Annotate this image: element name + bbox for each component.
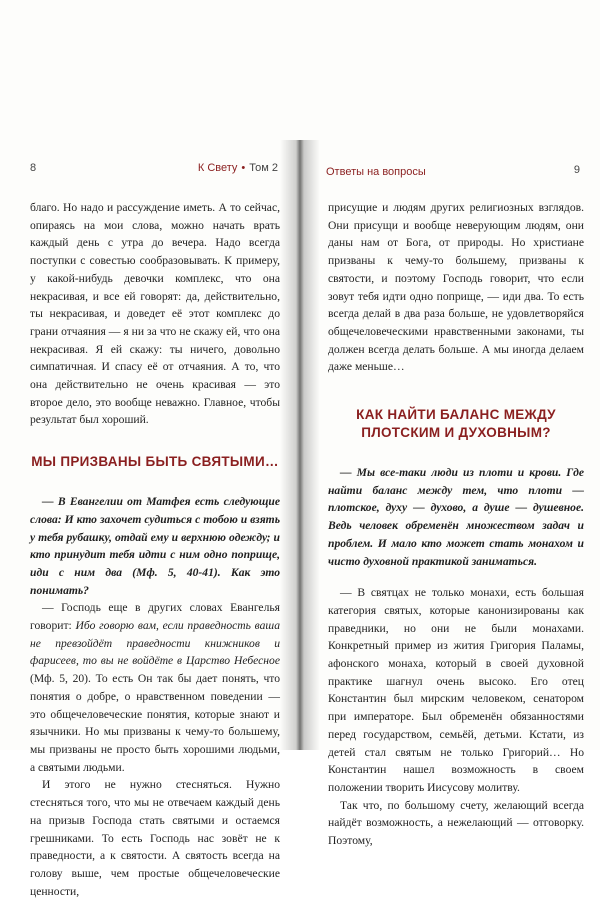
right-page-number: 9 bbox=[573, 164, 580, 176]
running-title-separator: • bbox=[241, 162, 246, 174]
left-question: — В Евангелии от Матфея есть следующие слова: И кто захочет судиться с тобою и взять у тебя рубашку, отдай ему и верхнюю одежду; и кто принудит тебя идти с ним одно поприще, иди с ним два (Мф. 5, 40-41). Как это понимать? bbox=[30, 495, 280, 597]
right-section-heading: КАК НАЙТИ БАЛАНС МЕЖДУ ПЛОТСКИМ И ДУХОВНЫМ? bbox=[356, 407, 556, 441]
left-paragraph-2-intro: — Господь еще в других словах Евангелья говорит: bbox=[30, 601, 280, 633]
left-running-title bbox=[198, 162, 278, 174]
right-question: — Мы все-таки люди из плоти и крови. Где найти баланс между тем, что плоти — плотское, духу — духово, а душе — душевное. Ведь человек обременён множеством задач и проблем. И мало кто может стать монахом и чисто духовной практикой заниматься. bbox=[328, 466, 584, 568]
right-page bbox=[304, 0, 600, 848]
left-body-text bbox=[30, 199, 280, 900]
left-paragraph-2-quote: Ибо говорю вам, если праведность ваша не превзойдёт праведности книжников и фарисеев, то вы не войдёте в Царство Небесное bbox=[30, 619, 280, 668]
right-body-text bbox=[328, 199, 584, 850]
left-page-number: 8 bbox=[30, 162, 37, 174]
left-paragraph-3: И этого не нужно стесняться. Нужно стесняться того, что мы не отвечаем каждый день на призыв Господа стать святыми и остаемся грешниками. То есть Господь нас зовёт не к праведности, а к святости. А святость всегда на голову выше, чем простые общечеловеческие ценности, bbox=[30, 778, 280, 898]
left-section-heading: МЫ ПРИЗВАНЫ БЫТЬ СВЯТЫМИ… bbox=[31, 454, 279, 470]
left-paragraph-2-ref: (Мф. 5, 20). bbox=[30, 672, 91, 686]
right-paragraph-1: присущие и людям других религиозных взглядов. Они присущи и вообще неверующим людям, они даны нам от Бога, от природы. Но христиане призваны к чему-то большему, призваны к святости, и поэтому Господь говорит, что если зовут тебя идти одно поприще, — иди два. То есть всегда делай в два раза больше, не удовлетворяйся общечеловеческими нравственными законами, ты должен всегда делать больше. А мы иногда делаем даже меньше… bbox=[328, 201, 584, 374]
running-title-volume: Том 2 bbox=[249, 162, 278, 174]
right-running-title: Ответы на вопросы bbox=[326, 166, 426, 178]
right-running-head bbox=[326, 166, 580, 186]
left-running-head bbox=[30, 162, 278, 182]
right-paragraph-2: — В святцах не только монахи, есть большая категория святых, которые канонизированы как праведники, но они не были монахами. Конкретный пример из жития Григория Паламы, афонского монаха, который в своей духовной практике шагнул очень высоко. Его отец Константин был мирским человеком, сенатором при императоре. Был обременён обязанностями перед государством, семьёй, детьми. Кстати, из детей стал святым не только Григорий… Но Константин нашел возможность в своем положении творить Иисусову молитву. bbox=[328, 586, 584, 794]
running-title-book: К Свету bbox=[197, 162, 238, 174]
left-paragraph-1: благо. Но надо и рассуждение иметь. А то сейчас, опираясь на мои слова, можно начать врать каждый день с утра до вечера. Надо всегда поступки с совестью сообразовывать. К примеру, у какой-нибудь девочки комплекс, что она некрасивая, и все ей говорят: да, действительно, ты некрасивая, и доведет её этот комплекс до грани отчаяния — я ни за что не скажу ей, что она некрасивая. Я ей скажу: ты ничего, довольно симпатичная. И спасу её от отчаяния. А то, что она действительно не очень красивая — это второе дело, это вообще неважно. Главное, чтобы результат был хороший. bbox=[30, 201, 280, 427]
left-page bbox=[0, 0, 296, 898]
right-paragraph-3: Так что, по большому счету, желающий всегда найдёт возможность, а нежелающий — отговорку. Поэтому, bbox=[328, 798, 584, 848]
left-paragraph-2-rest: То есть Он так бы дает понять, что понятия о добре, о нравственном поведении — это общечеловеческие понятия, которые знают и язычники. Но мы призваны к чему-то большему, мы призваны не просто быть хорошими людьми, а святыми людьми. bbox=[30, 672, 280, 774]
